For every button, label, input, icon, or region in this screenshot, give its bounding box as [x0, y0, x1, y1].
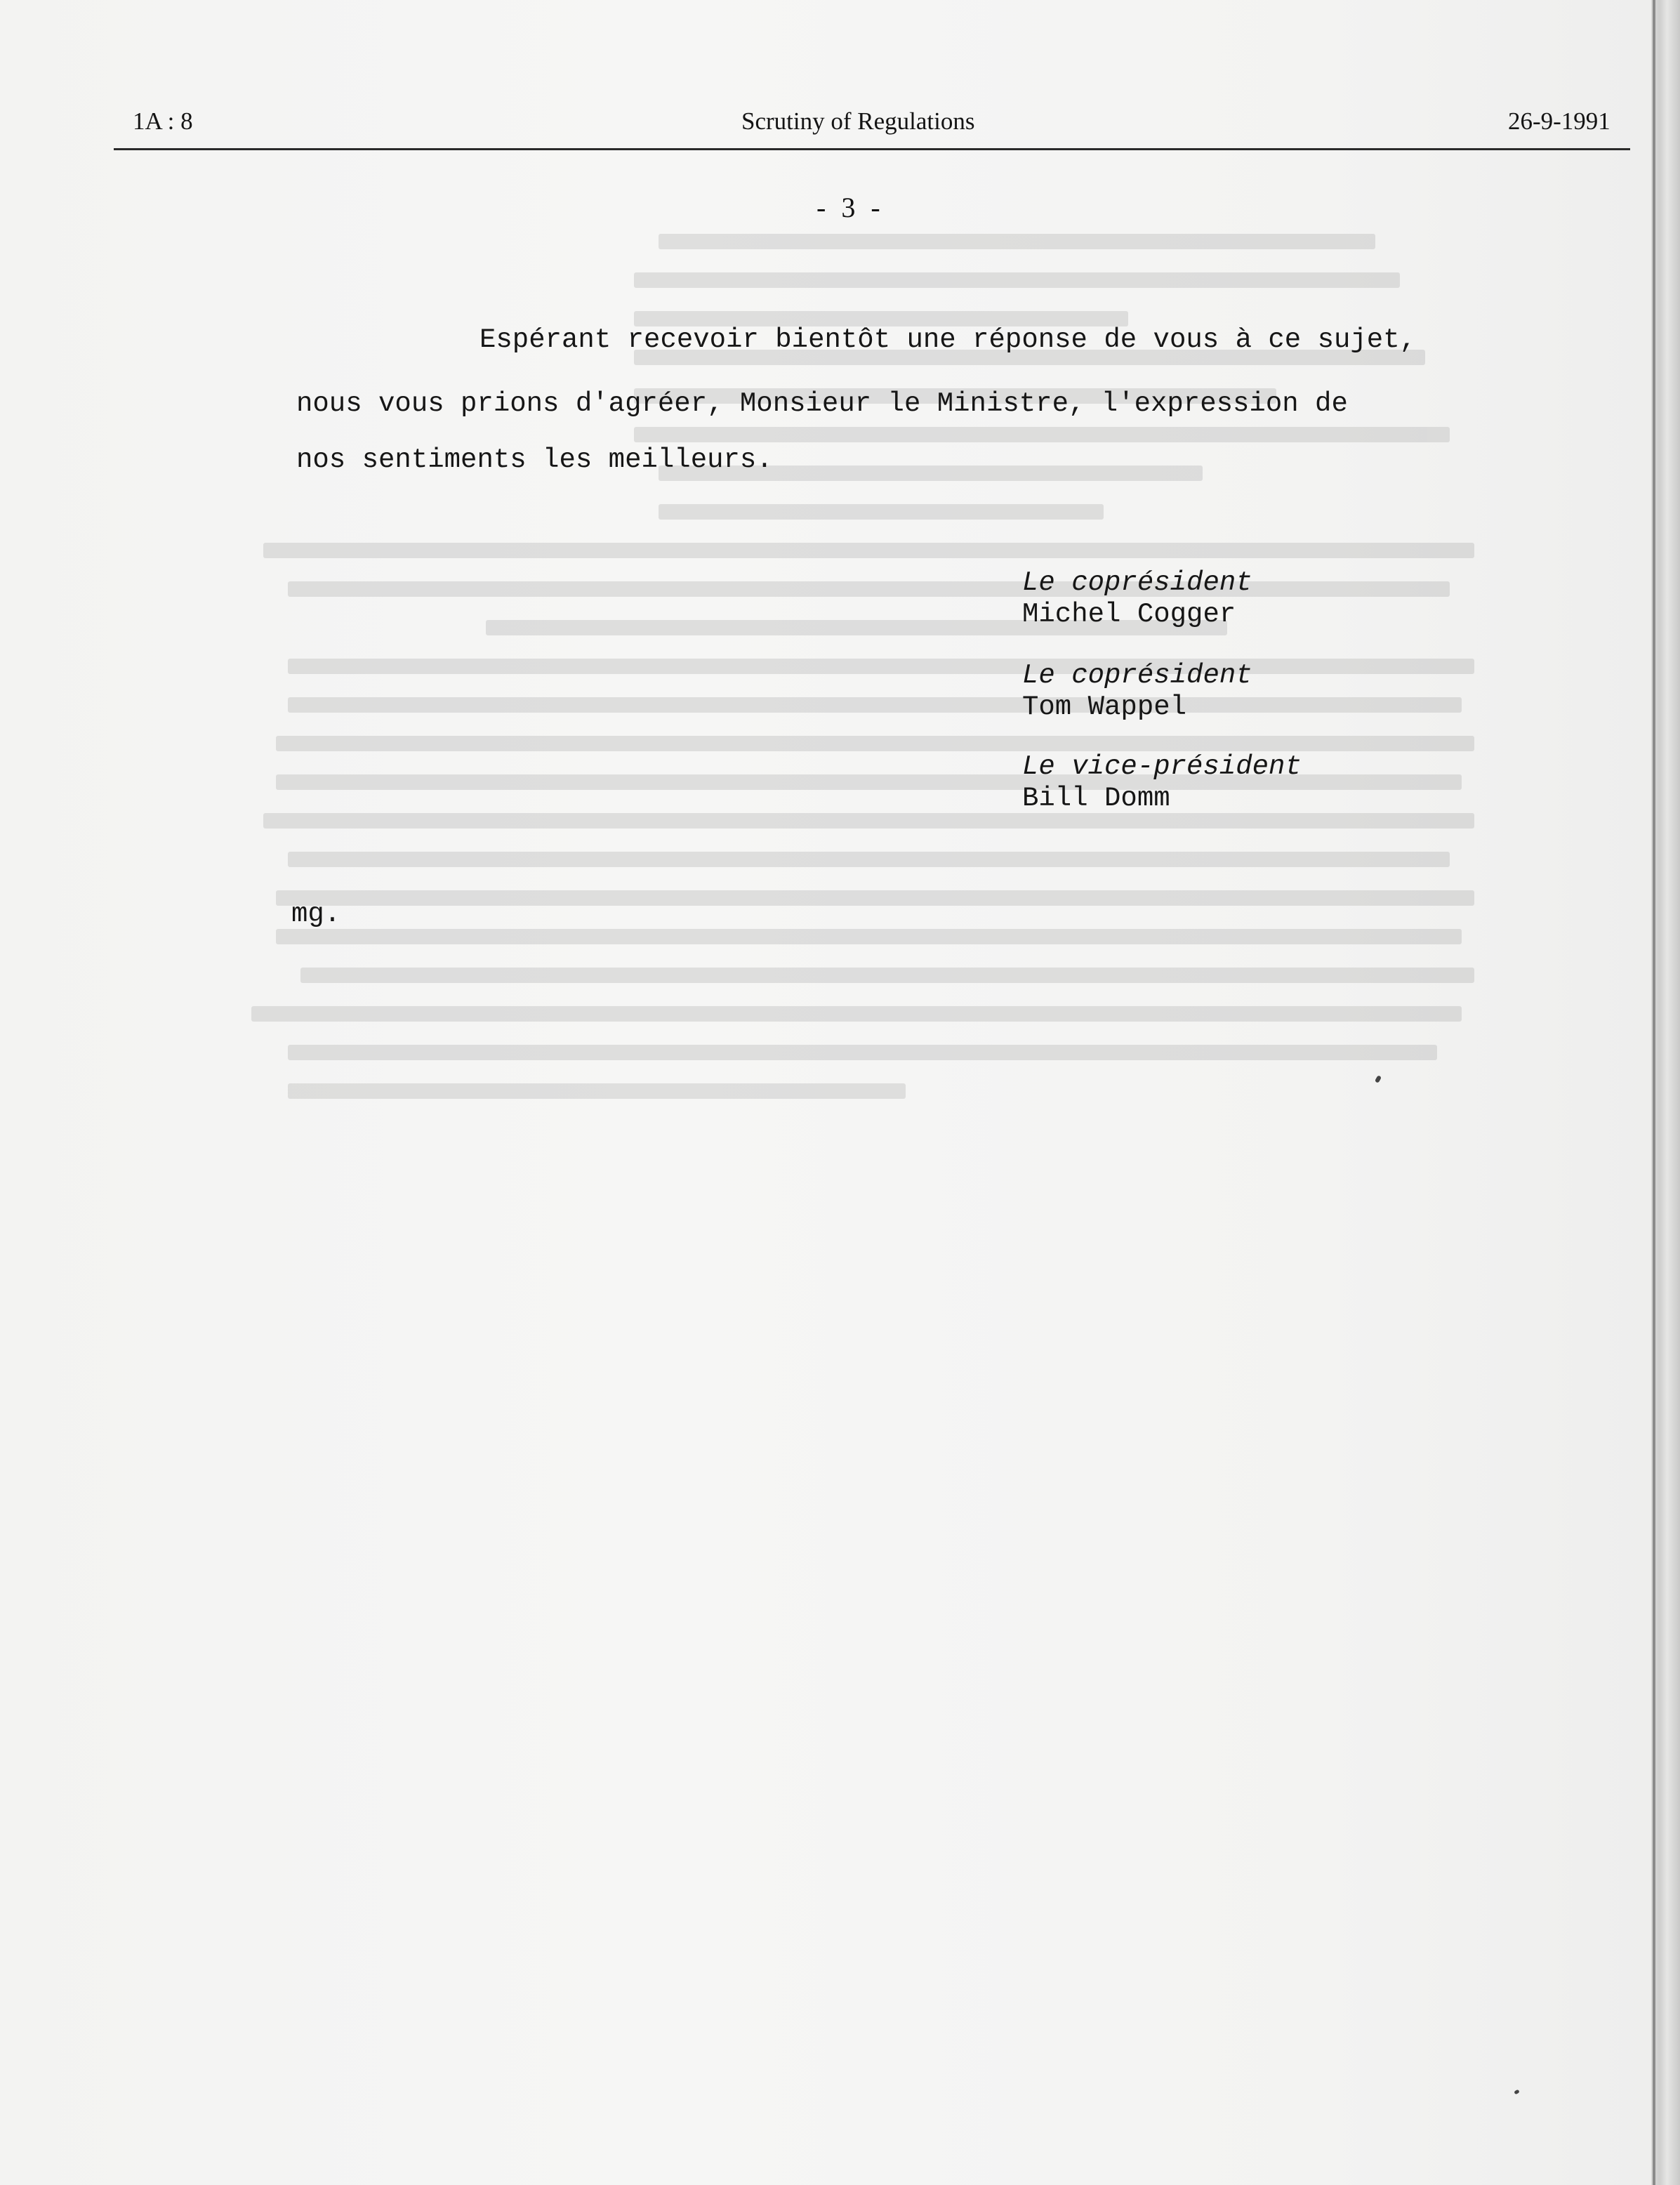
signature-name: Michel Cogger: [1022, 599, 1236, 630]
show-through-text: [239, 211, 1474, 2036]
page-edge: [1651, 0, 1680, 2185]
header-volume-number: 1A : 8: [133, 107, 193, 135]
header-date: 26-9-1991: [1508, 107, 1610, 135]
signature-role: Le coprésident: [1022, 660, 1252, 691]
typist-initials: mg.: [291, 899, 341, 930]
body-text-line: nos sentiments les meilleurs.: [296, 444, 773, 475]
page-number: - 3 -: [816, 192, 885, 223]
signature-role: Le vice-président: [1022, 751, 1302, 782]
body-text-line: nous vous prions d'agréer, Monsieur le Ministre, l'expression de: [296, 388, 1348, 419]
header-title: Scrutiny of Regulations: [741, 107, 975, 135]
signature-role: Le coprésident: [1022, 567, 1252, 598]
page-edge-line: [1653, 0, 1655, 2185]
paper-speck: [1514, 2090, 1520, 2095]
header-rule: [114, 148, 1630, 150]
paper-speck: [1375, 1075, 1382, 1083]
signature-name: Bill Domm: [1022, 783, 1170, 814]
signature-name: Tom Wappel: [1022, 692, 1187, 722]
body-text-line: Espérant recevoir bientôt une réponse de vous à ce sujet,: [479, 324, 1417, 355]
